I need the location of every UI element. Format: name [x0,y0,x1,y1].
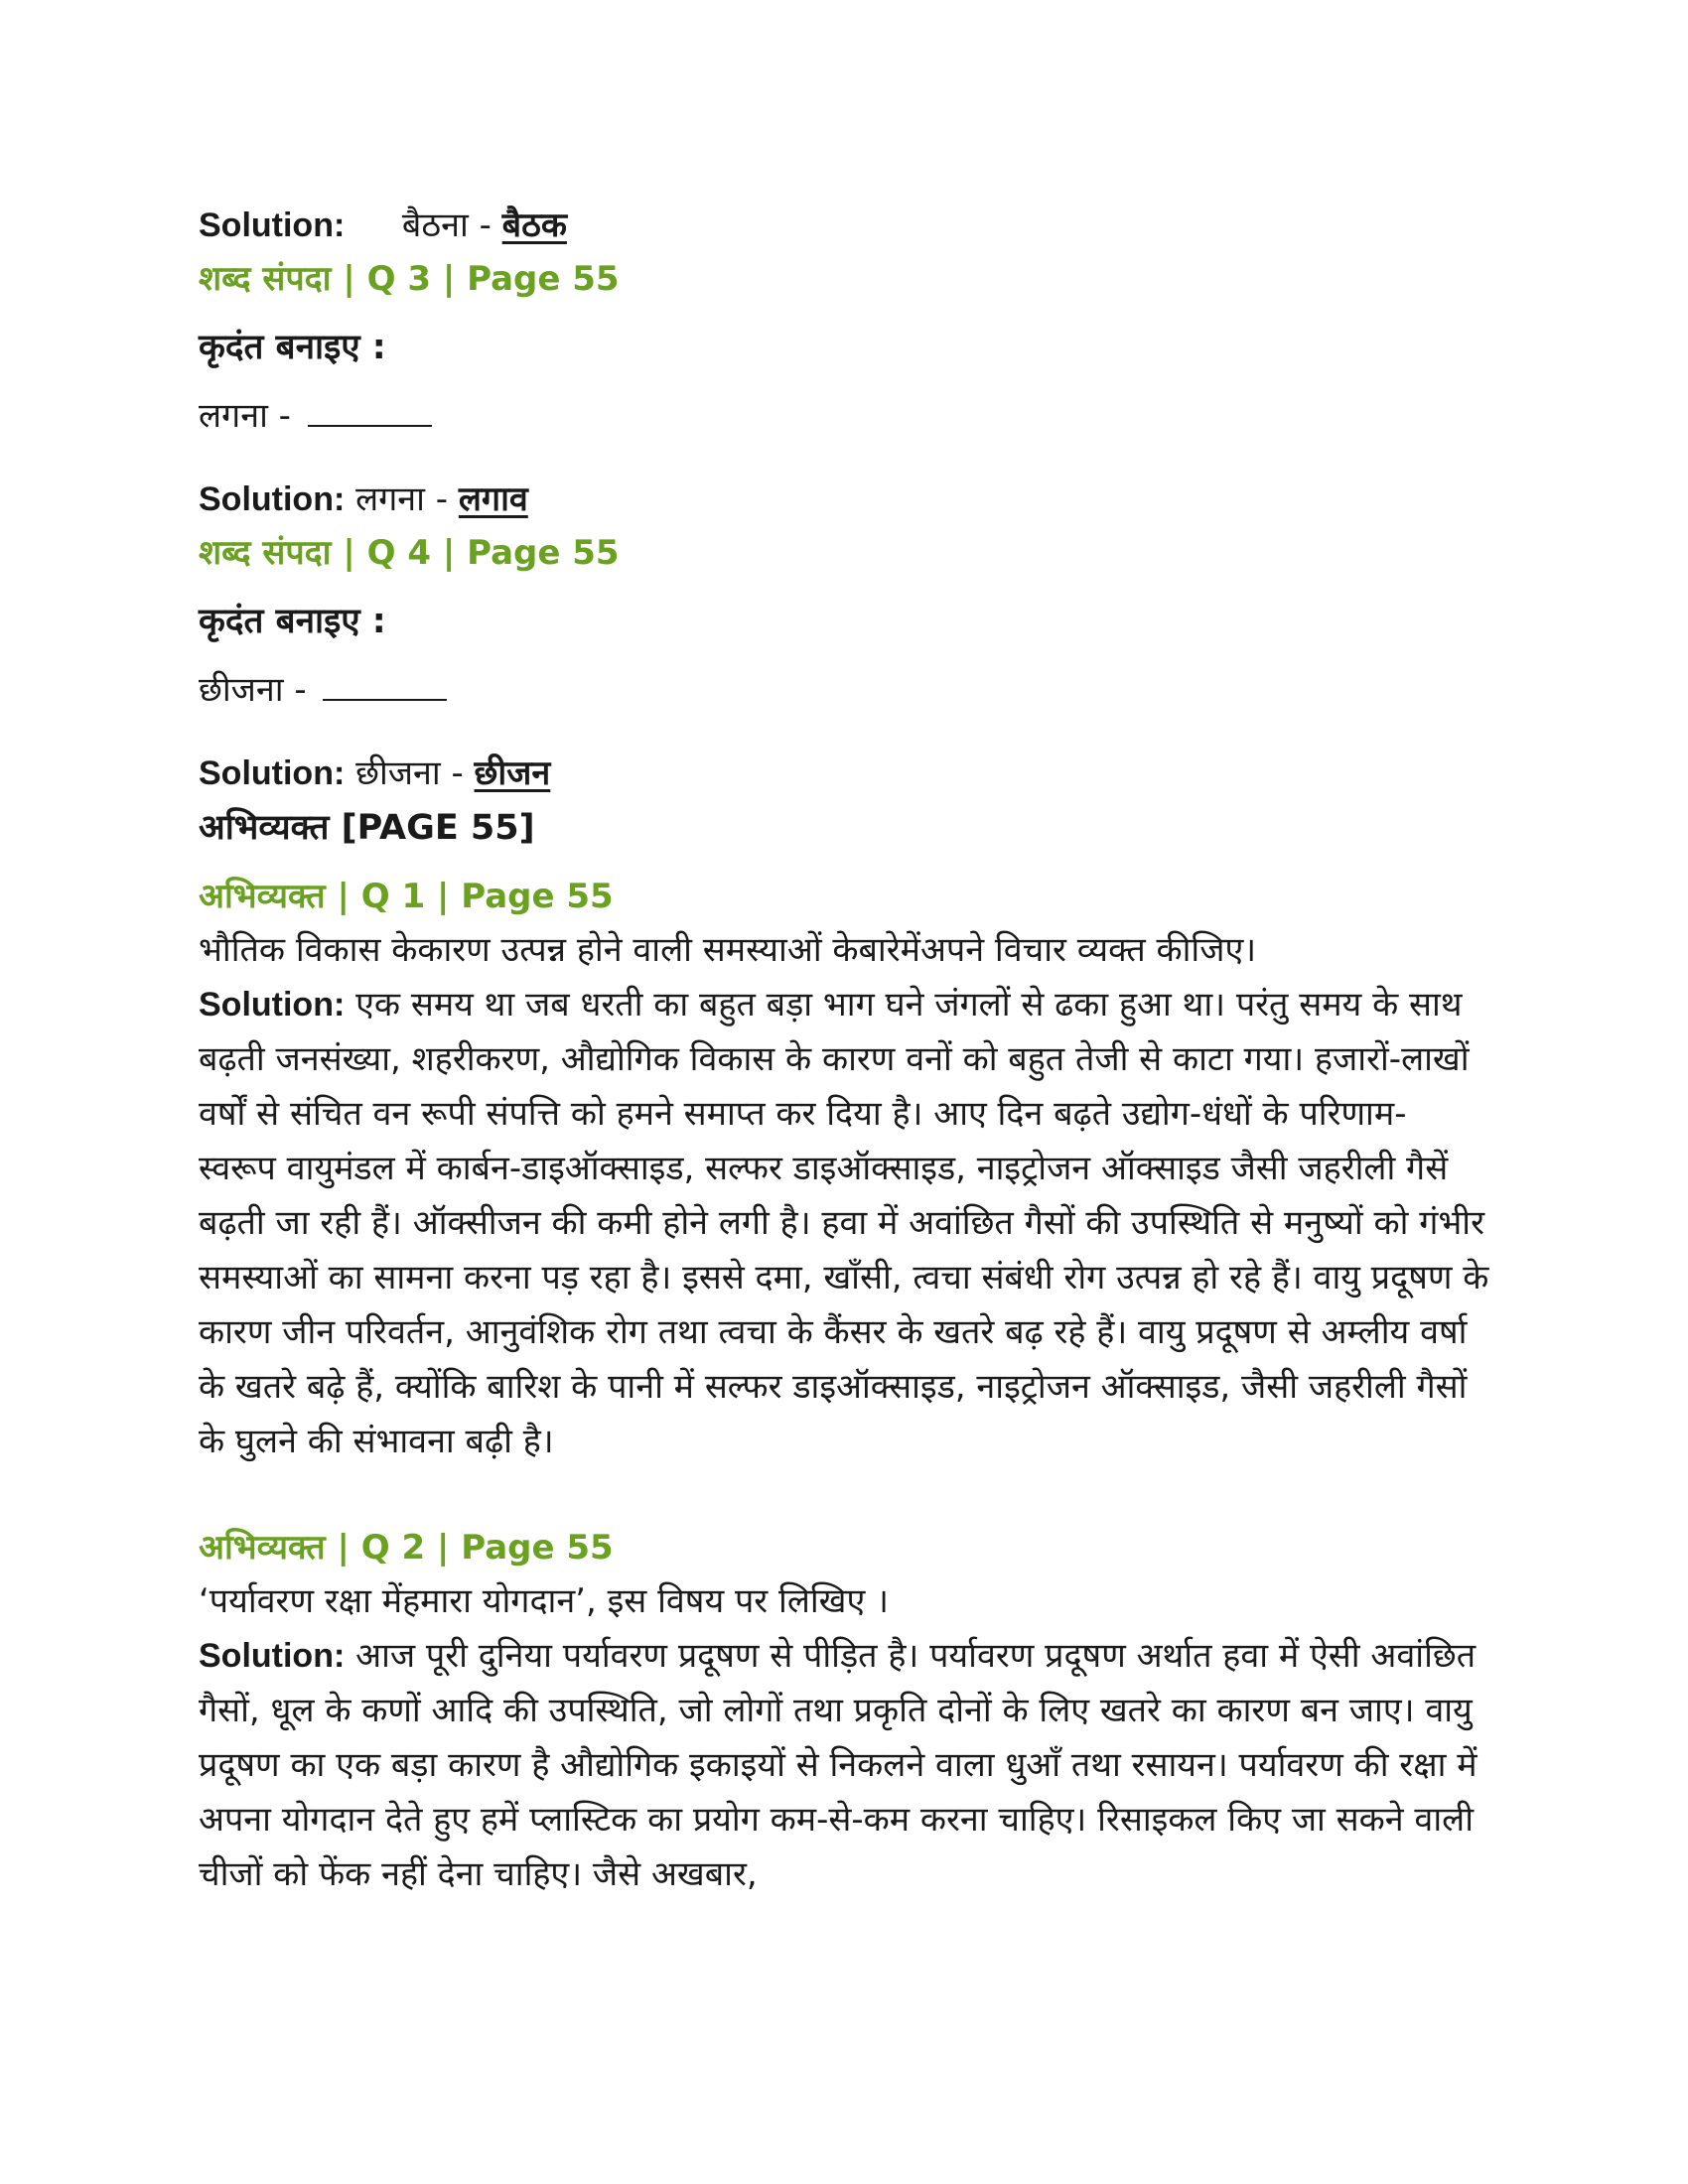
q4-prompt: कृदंत बनाइए : [199,602,386,641]
abh-q1-heading: अभिव्यक्त | Q 1 | Page 55 [199,877,614,916]
solution-text: आज पूरी दुनिया पर्यावरण प्रदूषण से पीड़ित है। पर्यावरण प्रदूषण अर्थात हवा में ऐसी अवांछित गैसों, धूल के कणों आदि की उपस्थिति, जो लोगों तथा प्रकृति दोनों के लिए खतरे का कारण बन जाए। वायु प्रदूषण का एक बड़ा कारण है औद्योगिक इकाइयों से निकलने वाला धुआँ तथा रसायन। पर्यावरण की रक्षा में अपना योगदान देते हुए हमें प्लास्टिक का प्रयोग कम-से-कम करना चाहिए। रिसाइकल किए जा सकने वाली चीजों को फेंक नहीं देना चाहिए। जैसे अखबार, [199,1636,1477,1894]
solution-label: Solution: [199,480,346,518]
solution-text: छीजना - [355,753,475,793]
answer-blank [308,399,432,427]
q3-solution-line [199,473,1489,526]
q3-prompt: कृदंत बनाइए : [199,328,386,367]
answer-blank [323,673,447,701]
solution-label: Solution: [199,1637,346,1675]
abh-q1-question: भौतिक विकास केकारण उत्पन्न होने वाली समस्याओं केबारेमेंअपने विचार व्यक्त कीजिए। [199,930,1257,970]
solution-text: लगना - [355,479,459,519]
document-page [199,199,1489,1902]
q4-solution-line [199,747,1489,800]
solution-text: बैठना - [401,205,502,245]
solution-answer: छीजन [474,753,551,793]
abh-q2-heading: अभिव्यक्त | Q 2 | Page 55 [199,1528,614,1568]
abh-q2-solution [199,1629,1489,1902]
solution-answer: बैठक [501,205,567,245]
q4-question-line [199,663,1489,717]
q3-heading: शब्द संपदा | Q 3 | Page 55 [199,259,620,299]
q3-question-line [199,389,1489,443]
abh-q1-solution [199,978,1489,1469]
q2-solution-line [199,199,1489,252]
section-heading: अभिव्यक्त [PAGE 55] [199,808,535,848]
q3-word: लगना - [199,396,302,436]
q4-heading: शब्द संपदा | Q 4 | Page 55 [199,533,620,573]
q4-word: छीजना - [199,670,318,710]
solution-text: एक समय था जब धरती का बहुत बड़ा भाग घने जंगलों से ढका हुआ था। परंतु समय के साथ बढ़ती जनसंख्या, शहरीकरण, औद्योगिक विकास के कारण वनों को बहुत तेजी से काटा गया। हजारों-लाखों वर्षों से संचित वन रूपी संपत्ति को हमने समाप्त कर दिया है। आए दिन बढ़ते उद्योग-धंधों के परिणाम- स्वरूप वायुमंडल में कार्बन-डाइऑक्साइड, सल्फर डाइऑक्साइड, नाइट्रोजन ऑक्साइड जैसी जहरीली गैसें बढ़ती जा रही हैं। ऑक्सीजन की कमी होने लगी है। हवा में अवांछित गैसों की उपस्थिति से मनुष्यों को गंभीर समस्याओं का सामना करना पड़ रहा है। इससे दमा, खाँसी, त्वचा संबंधी रोग उत्पन्न हो रहे हैं। वायु प्रदूषण के कारण जीन परिवर्तन, आनुवंशिक रोग तथा त्वचा के कैंसर के खतरे बढ़ रहे हैं। वायु प्रदूषण से अम्लीय वर्षा के खतरे बढ़े हैं, क्योंकि बारिश के पानी में सल्फर डाइऑक्साइड, नाइट्रोजन ऑक्साइड, जैसी जहरीली गैसों के घुलने की संभावना बढ़ी है। [199,985,1489,1461]
solution-label: Solution: [199,754,346,792]
abh-q2-question: ‘पर्यावरण रक्षा मेंहमारा योगदान’, इस विषय पर लिखिए । [199,1581,889,1621]
solution-label: Solution: [199,206,346,244]
solution-answer: लगाव [458,479,528,519]
solution-label: Solution: [199,986,346,1024]
